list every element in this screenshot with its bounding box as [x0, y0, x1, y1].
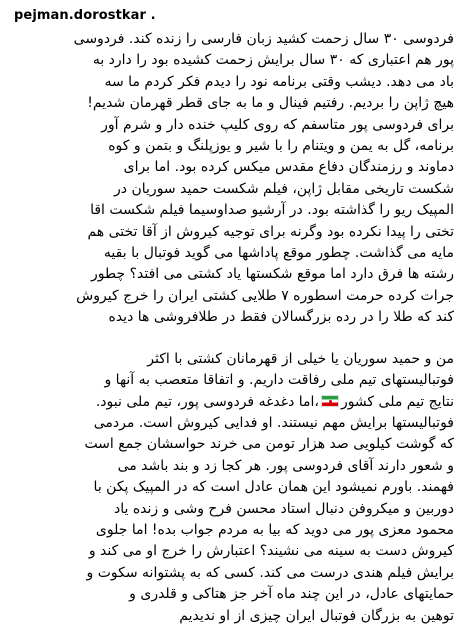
post-text-line: تختی را پیدا نکرده بود وگرنه برای توجیه کیروش از آقا تختی هم: [87, 223, 454, 240]
post-text-line: فوتبالیستهای تیم ملی رفاقت داریم. و اتفاقا متعصب به آنها و: [104, 372, 454, 389]
post-text-line: فهمند. باورم نمیشود این همان عادل است که در المپیک پکن با: [93, 479, 454, 496]
post-text-line: دماوند و رزمندگان دفاع مقدس میکس کرده بود. اما برای: [123, 159, 454, 176]
post-text-line: هیچ ژاپن را بردیم. رفتیم فینال و ما به جای قطر قهرمان شدیم!: [87, 95, 454, 112]
post-text-line: رشته ها فرق دارد اما موقع شکستها یاد کشتی می افتد؟ چطور: [91, 266, 454, 283]
post-text-line: فوتبالیستها برایش مهم نیستند. او فدایی کیروش است. مردمی: [93, 414, 454, 431]
post-text-line: شکست تاریخی مقابل ژاپن، فیلم شکست حمید سوریان در: [114, 180, 454, 197]
post-text-line: کیروش دست به سینه می نشیند؟ اعتبارش را خرج او می کند و: [88, 543, 454, 560]
post-text-line: [14, 392, 454, 413]
post-text-line: من و حمید سوریان یا خیلی از قهرمانان کشتی با اکثر: [147, 350, 454, 367]
post-text-fragment: نتایج تیم ملی کشور: [340, 393, 454, 410]
post-text-line: توهین به بزرگان فوتبال ایران چیزی از او ندیدیم: [179, 607, 454, 624]
post-text-line: باد می دهد. دیشب وقتی برنامه نود را دیدم فکر کردم ما سه: [104, 73, 454, 90]
post-text-line: فردوسی ۳۰ سال زحمت کشید زبان فارسی را زنده کند. فردوسی: [73, 31, 454, 47]
post-text-line: برایش فیلم هندی درست می کند. کسی که به پشتوانه سکوت و: [86, 564, 454, 581]
post-text-fragment: ،اما دغدغه فردوسی پور، تیم ملی نبود.: [95, 393, 319, 410]
post-paragraph-1: [14, 29, 454, 329]
post-paragraph-2: [14, 349, 454, 627]
post-text-line: پور هم اعتباری که ۳۰ سال برایش زحمت کشیده بود را دارد به: [92, 52, 454, 69]
post-text-line: برای فردوسی پور متاسفم که روی کلیپ خنده دار و شرم آور: [101, 116, 454, 133]
post-username[interactable]: pejman.dorostkar .: [14, 8, 156, 23]
post-text-line: المپیک ریو را گذاشته بود. در آرشیو صداوسیما فیلم شکست اقا: [90, 202, 454, 219]
post-text-line: محمود معزی پور می دوید که بیا به مردم جواب بده! اما جلوی: [95, 521, 454, 538]
post-text-line: که گوشت کیلویی صد هزار تومن می خرند حواسشان جمع است: [84, 436, 454, 453]
post-text-line: کند که طلا را در رده بزرگسالان فقط در طلافروشی ها دیده: [108, 309, 454, 326]
post-text-line: و شعور دارند آقای فردوسی پور. هر کجا زد و بند باشد می: [117, 457, 454, 474]
post-text-line: حمایتهای عادل، در این چند ماه آخر جز هتاکی و قلدری و: [129, 586, 454, 603]
post-text-line: مایه می گذاشت. چطور موقع پاداشها می گوید فوتبال با بقیه: [103, 245, 454, 262]
post-text-line: برنامه، گل به یمن و ویتنام را با شیر و یوزپلنگ و بتمن و کوه: [108, 138, 454, 155]
paragraph-gap: [14, 329, 454, 349]
iran-flag-icon: [321, 395, 339, 407]
post-text-line: جرات کرده حرمت اسطوره ۷ طلایی کشتی ایران را خرج کیروش: [76, 287, 454, 304]
post-text-line: دوربین و میکروفن دنبال استاد محسن فرح وشی و زنده یاد: [113, 500, 454, 517]
